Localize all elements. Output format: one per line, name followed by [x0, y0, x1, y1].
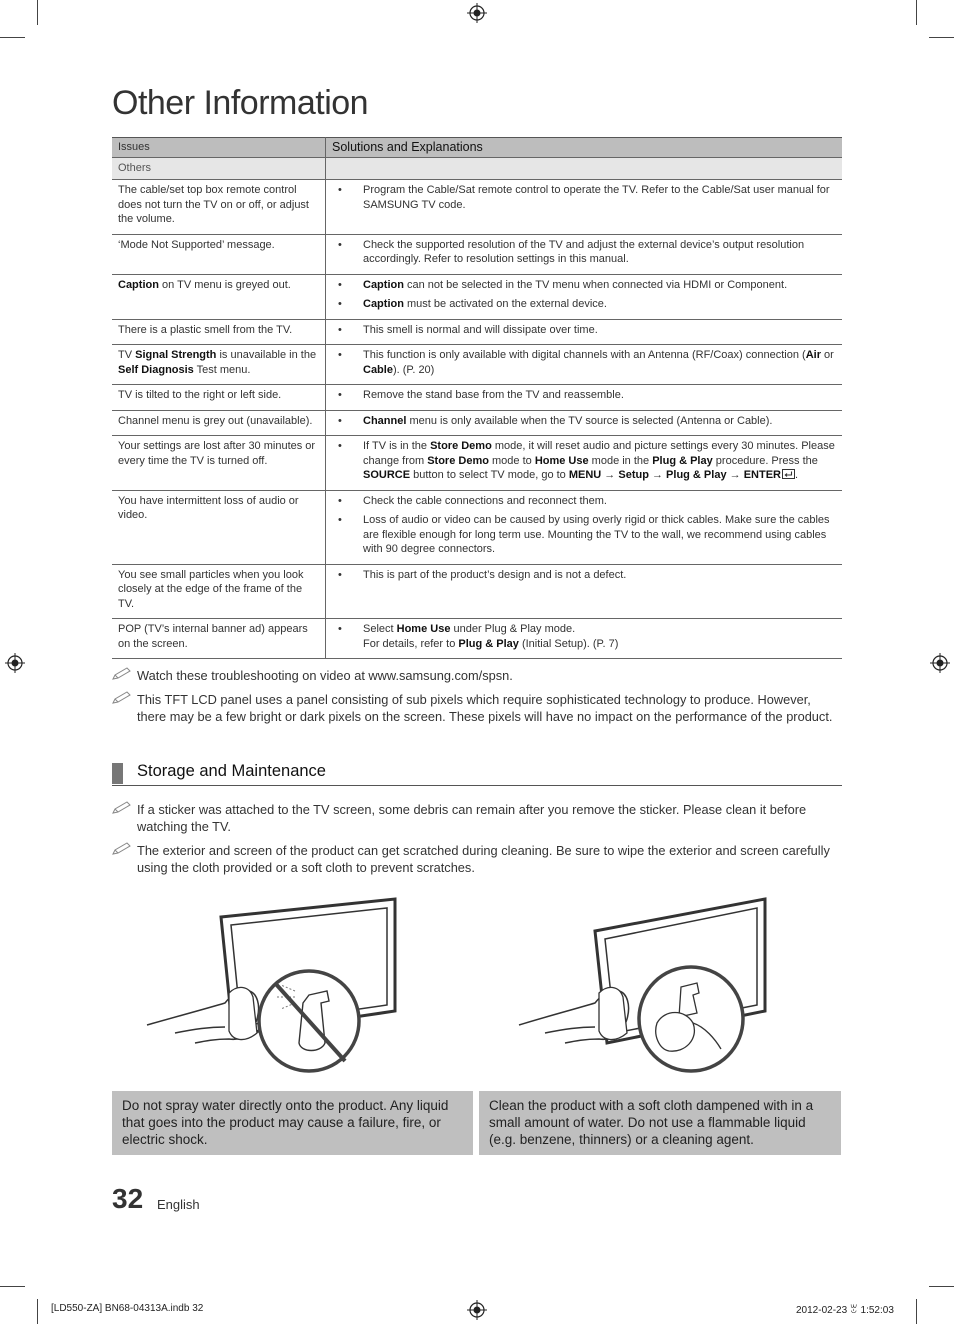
solution-bold: Caption — [363, 298, 404, 310]
solution-text: If TV is in the — [363, 440, 431, 452]
issue-cell: The cable/set top box remote control does not turn the TV on or off, or adjust the volume. — [112, 180, 326, 235]
solution-text: mode, it will reset audio and picture settings every 30 minutes. Please change from — [363, 440, 835, 467]
solution-item — [363, 414, 836, 429]
solution-text: procedure. Press the — [712, 454, 818, 467]
issue-bold: Caption — [118, 278, 159, 291]
solution-text: → — [726, 469, 744, 481]
footer-file: [LD550-ZA] BN68-04313A.indb 32 — [51, 1303, 204, 1314]
caption-left: Do not spray water directly onto the product. Any liquid that goes into the product may cause a failure, fire, or electric shock. — [112, 1091, 473, 1155]
solution-cell — [326, 274, 843, 319]
table-row — [112, 410, 842, 436]
solution-text: mode to — [488, 454, 535, 467]
troubleshooting-table — [112, 137, 842, 659]
table-subheader-row — [112, 157, 842, 180]
solution-text: For details, refer to — [363, 637, 459, 650]
subheader-others: Others — [112, 157, 326, 180]
section-heading — [112, 761, 842, 786]
table-row — [112, 619, 842, 659]
no-spray-illustration-icon — [145, 893, 405, 1075]
solution-bold: Store Demo — [430, 440, 492, 452]
table-row — [112, 345, 842, 385]
note — [112, 691, 842, 725]
solution-item: • Check the cable connections and reconnect them. — [363, 494, 836, 509]
issue-cell: TV is tilted to the right or left side. — [112, 385, 326, 411]
note-pencil-icon — [112, 667, 132, 681]
solution-text: can not be selected in the TV menu when connected via HDMI or Component. — [403, 278, 788, 291]
solution-cell — [326, 345, 843, 385]
note — [112, 842, 842, 876]
table-row — [112, 180, 842, 235]
issue-cell: POP (TV’s internal banner ad) appears on the screen. — [112, 619, 326, 659]
crop-mark — [37, 0, 38, 25]
issue-text: TV — [118, 349, 136, 361]
solution-bold: Plug & Play — [666, 469, 727, 481]
solution-bold: Home Use — [396, 623, 451, 635]
issue-cell: Channel menu is grey out (unavailable). — [112, 410, 326, 436]
registration-mark-icon — [930, 653, 950, 673]
header-solutions: Solutions and Explanations — [326, 138, 843, 158]
solution-bold: Caption — [363, 278, 404, 291]
solution-cell — [326, 385, 843, 411]
solution-text: under Plug & Play mode. — [450, 623, 576, 635]
solution-bold: SOURCE — [363, 469, 411, 481]
crop-mark — [916, 1299, 917, 1324]
note-pencil-icon — [112, 691, 132, 705]
issue-bold: Signal Strength — [135, 349, 217, 361]
solution-bold: MENU — [568, 469, 602, 481]
issue-cell — [112, 274, 326, 319]
solution-bold: Plug & Play — [458, 637, 519, 650]
soft-cloth-illustration-icon — [515, 893, 775, 1075]
issue-cell: Your settings are lost after 30 minutes or every time the TV is turned off. — [112, 436, 326, 491]
registration-mark-icon — [5, 653, 25, 673]
solution-item: • Program the Cable/Sat remote control to operate the TV. Refer to the Cable/Sat user manual for SAMSUNG TV code. — [363, 183, 836, 212]
crop-mark — [37, 1299, 38, 1324]
page-language: English — [157, 1197, 200, 1212]
table-row — [112, 436, 842, 491]
solution-text: must be activated on the external device. — [403, 298, 607, 310]
issue-bold: Self Diagnosis — [118, 363, 194, 376]
solution-item — [363, 297, 836, 312]
solution-cell — [326, 490, 843, 564]
solution-cell — [326, 619, 843, 659]
solution-cell — [326, 410, 843, 436]
note-text: Watch these troubleshooting on video at www.samsung.com/spsn. — [137, 668, 513, 683]
solution-bold: Store Demo — [427, 454, 489, 467]
issue-text: on TV menu is greyed out. — [158, 278, 291, 291]
solution-text: button to select TV mode, go to — [410, 469, 569, 481]
table-row — [112, 490, 842, 564]
crop-mark — [0, 37, 25, 38]
table-header-row — [112, 138, 842, 158]
issue-cell: ‘Mode Not Supported’ message. — [112, 234, 326, 274]
registration-mark-icon — [467, 3, 487, 23]
solution-item — [363, 622, 836, 651]
solution-cell — [326, 234, 843, 274]
crop-mark — [0, 1286, 25, 1287]
issue-text: is unavailable in the — [216, 349, 317, 361]
issue-cell: There is a plastic smell from the TV. — [112, 319, 326, 345]
solution-text: → — [648, 469, 667, 481]
solution-text: (Initial Setup). (P. 7) — [518, 637, 619, 650]
section-bar — [112, 763, 123, 784]
solution-bold: ENTER — [743, 469, 781, 481]
solution-item — [363, 439, 836, 483]
solution-cell — [326, 436, 843, 491]
note-pencil-icon — [112, 842, 132, 856]
footer-datetime: 2012-02-23 ꂄ 1:52:03 — [796, 1305, 894, 1316]
solution-item: • This smell is normal and will dissipate over time. — [363, 323, 836, 338]
solution-cell — [326, 319, 843, 345]
solution-text: This function is only available with digital channels with an Antenna (RF/Coax) connection ( — [363, 349, 806, 361]
subheader-empty — [326, 157, 843, 180]
issue-text: Test menu. — [193, 363, 251, 376]
page-title: Other Information — [112, 84, 369, 122]
crop-mark — [916, 0, 917, 25]
note-text: The exterior and screen of the product can get scratched during cleaning. Be sure to wipe the exterior and screen carefully using the cloth provided or a soft cloth to prevent scratches. — [137, 843, 830, 875]
solution-text: or — [820, 349, 834, 361]
solution-bold: Air — [805, 349, 821, 361]
solution-bold: Home Use — [534, 454, 589, 467]
issue-cell: You see small particles when you look closely at the edge of the frame of the TV. — [112, 564, 326, 619]
solution-text: → — [601, 469, 619, 481]
solution-text: mode in the — [588, 454, 653, 467]
solution-item — [363, 278, 836, 293]
crop-mark — [929, 1286, 954, 1287]
solution-cell — [326, 564, 843, 619]
table-row — [112, 319, 842, 345]
solution-item — [363, 348, 836, 377]
table-row — [112, 385, 842, 411]
note-pencil-icon — [112, 801, 132, 815]
section-title: Storage and Maintenance — [137, 762, 326, 780]
page-number: 32 — [112, 1183, 144, 1214]
solution-item: • This is part of the product’s design and is not a defect. — [363, 568, 836, 583]
solution-bold: Channel — [363, 414, 407, 427]
registration-mark-icon — [467, 1300, 487, 1320]
solution-item: • Loss of audio or video can be caused by using overly rigid or thick cables. Make sure the cables are flexible enough for long term use. Mounting the TV to the wall, we recommend using cables with 90 degree connectors. — [363, 513, 836, 557]
note-text: This TFT LCD panel uses a panel consisting of sub pixels which require sophisticated technology to produce. However, there may be a few bright or dark pixels on the screen. These pixels will have no impact on the performance of the product. — [137, 692, 833, 724]
enter-key-icon — [782, 469, 795, 479]
table-row — [112, 564, 842, 619]
solution-bold: Setup — [618, 469, 649, 481]
table-row — [112, 274, 842, 319]
solution-cell — [326, 180, 843, 235]
note — [112, 667, 842, 684]
caption-right: Clean the product with a soft cloth dampened with in a small amount of water. Do not use a flammable liquid (e.g. benzene, thinners) or a cleaning agent. — [479, 1091, 841, 1155]
header-issues: Issues — [112, 138, 326, 158]
solution-bold: Plug & Play — [652, 454, 713, 467]
solution-bold: Cable — [363, 363, 393, 376]
table-row — [112, 234, 842, 274]
issue-cell — [112, 345, 326, 385]
solution-item: • Check the supported resolution of the TV and adjust the external device’s output resolution accordingly. Refer to resolution settings in this manual. — [363, 238, 836, 267]
solution-item: • Remove the stand base from the TV and reassemble. — [363, 388, 836, 403]
note — [112, 801, 842, 835]
note-text: If a sticker was attached to the TV screen, some debris can remain after you remove the sticker. Please clean it before watching the TV. — [137, 802, 807, 834]
solution-text: menu is only available when the TV source is selected (Antenna or Cable). — [406, 414, 773, 427]
solution-text: Select — [363, 623, 397, 635]
solution-text: ). (P. 20) — [392, 363, 435, 376]
solution-text: . — [794, 469, 799, 481]
issue-cell: You have intermittent loss of audio or video. — [112, 490, 326, 564]
crop-mark — [929, 37, 954, 38]
